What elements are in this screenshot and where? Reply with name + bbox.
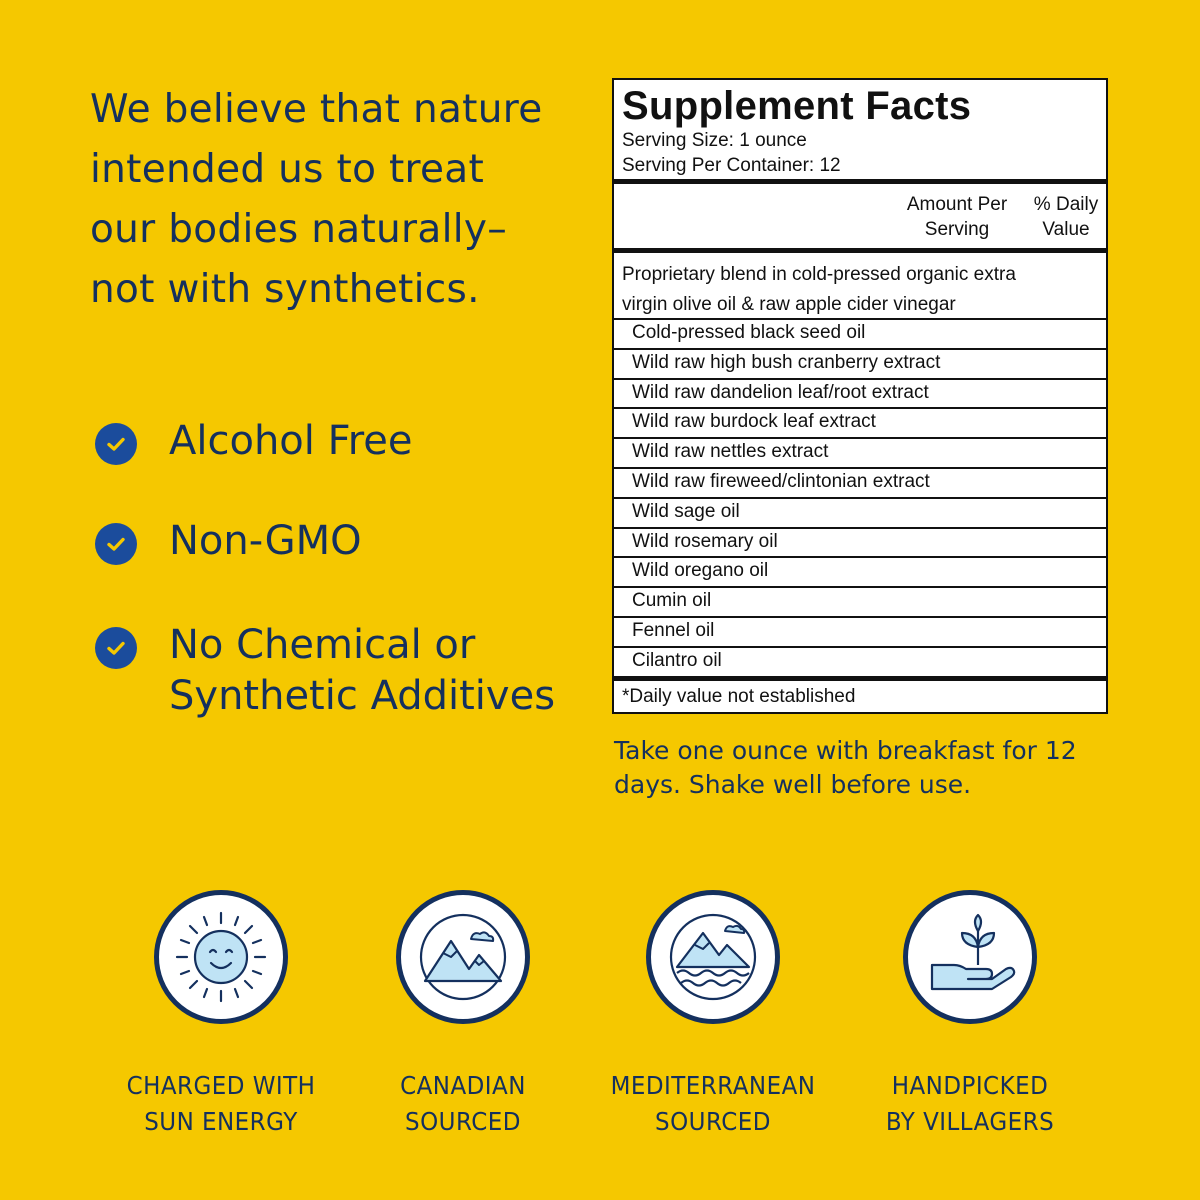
divider [614,179,1106,184]
column-header-amount [902,192,1012,242]
badge-circle [154,890,288,1024]
row-divider [614,318,1106,320]
footnote: *Daily value not established [622,686,856,707]
ingredient-row: Wild raw fireweed/clintonian extract [632,471,930,492]
directions: Take one ounce with breakfast for 12 days. Shake well before use. [614,736,1077,799]
badge-canadian-sourced [343,890,583,1140]
ingredient-row: Wild rosemary oil [632,530,778,552]
ingredient-row: Wild raw high bush cranberry extract [632,351,941,373]
row-divider [614,407,1106,409]
badge-label-line: SOURCED [405,1107,521,1136]
mountains-icon [413,907,513,1007]
badge-mediterranean-sourced [593,890,833,1140]
feature-no-additives [95,620,556,719]
badge-label [353,1068,574,1140]
badge-label-line: SOURCED [655,1107,771,1136]
ingredient-row: Wild raw burdock leaf extract [632,411,876,433]
row-divider [614,556,1106,558]
blend-line: Proprietary blend in cold-pressed organic extra [622,264,1016,285]
check-circle-icon [95,523,137,565]
badge-label [111,1068,332,1140]
headline-line: our bodies naturally– [90,207,508,252]
row-divider [614,378,1106,380]
badge-circle [903,890,1037,1024]
feature-non-gmo [95,516,362,565]
feature-label-line: No Chemical or [169,622,476,668]
badge-label-line: BY VILLAGERS [885,1107,1055,1136]
blend-line: virgin olive oil & raw apple cider vinegar [622,294,956,315]
column-header-line: Amount Per [906,194,1008,215]
feature-alcohol-free [95,416,413,465]
badge-label [860,1068,1081,1140]
row-divider [614,348,1106,350]
headline [90,80,590,320]
badge-label-line: HANDPICKED [891,1071,1049,1100]
facts-title: Supplement Facts [622,84,972,128]
badge-label-line: CHARGED WITH [126,1071,316,1100]
servings-per-container: Serving Per Container: 12 [622,155,841,176]
proprietary-blend [622,260,1092,320]
badge-circle [646,890,780,1024]
headline-line: We believe that nature [90,87,543,132]
serving-size: Serving Size: 1 ounce [622,130,807,151]
badge-handpicked [850,890,1090,1140]
ingredient-row: Wild oregano oil [632,560,769,582]
check-circle-icon [95,627,137,669]
divider [614,676,1106,681]
column-header-line: Value [1042,219,1090,240]
ingredient-row: Wild raw dandelion leaf/root extract [632,381,929,403]
feature-label: Non-GMO [169,518,362,564]
divider [614,248,1106,253]
feature-label: Alcohol Free [169,418,413,464]
badge-sun-energy [101,890,341,1140]
badge-label-line: SUN ENERGY [144,1107,298,1136]
row-divider [614,437,1106,439]
supplement-facts-panel [612,78,1108,714]
ingredient-row: Cilantro oil [632,649,722,671]
feature-label [169,620,555,722]
row-divider [614,586,1106,588]
headline-line: intended us to treat [90,147,485,192]
badge-circle [396,890,530,1024]
ingredient-row: Fennel oil [632,620,715,641]
column-header-line: % Daily [1033,194,1099,215]
badge-label-line: MEDITERRANEAN [610,1071,816,1100]
feature-label-line: Synthetic Additives [169,673,556,719]
check-circle-icon [95,423,137,465]
sun-icon [171,907,271,1007]
column-header-line: Serving [924,219,990,240]
row-divider [614,467,1106,469]
ingredient-row: Cold-pressed black seed oil [632,322,866,343]
ingredient-row: Wild raw nettles extract [632,441,829,463]
mountain-sea-icon [663,907,763,1007]
hand-plant-icon [920,907,1020,1007]
badge-label [603,1068,824,1140]
badge-label-line: CANADIAN [400,1071,526,1100]
row-divider [614,616,1106,618]
headline-line: not with synthetics. [90,267,480,312]
column-header-daily-value [1026,192,1106,242]
ingredient-row: Wild sage oil [632,500,740,522]
row-divider [614,527,1106,529]
row-divider [614,497,1106,499]
row-divider [614,646,1106,648]
ingredient-row: Cumin oil [632,590,712,612]
